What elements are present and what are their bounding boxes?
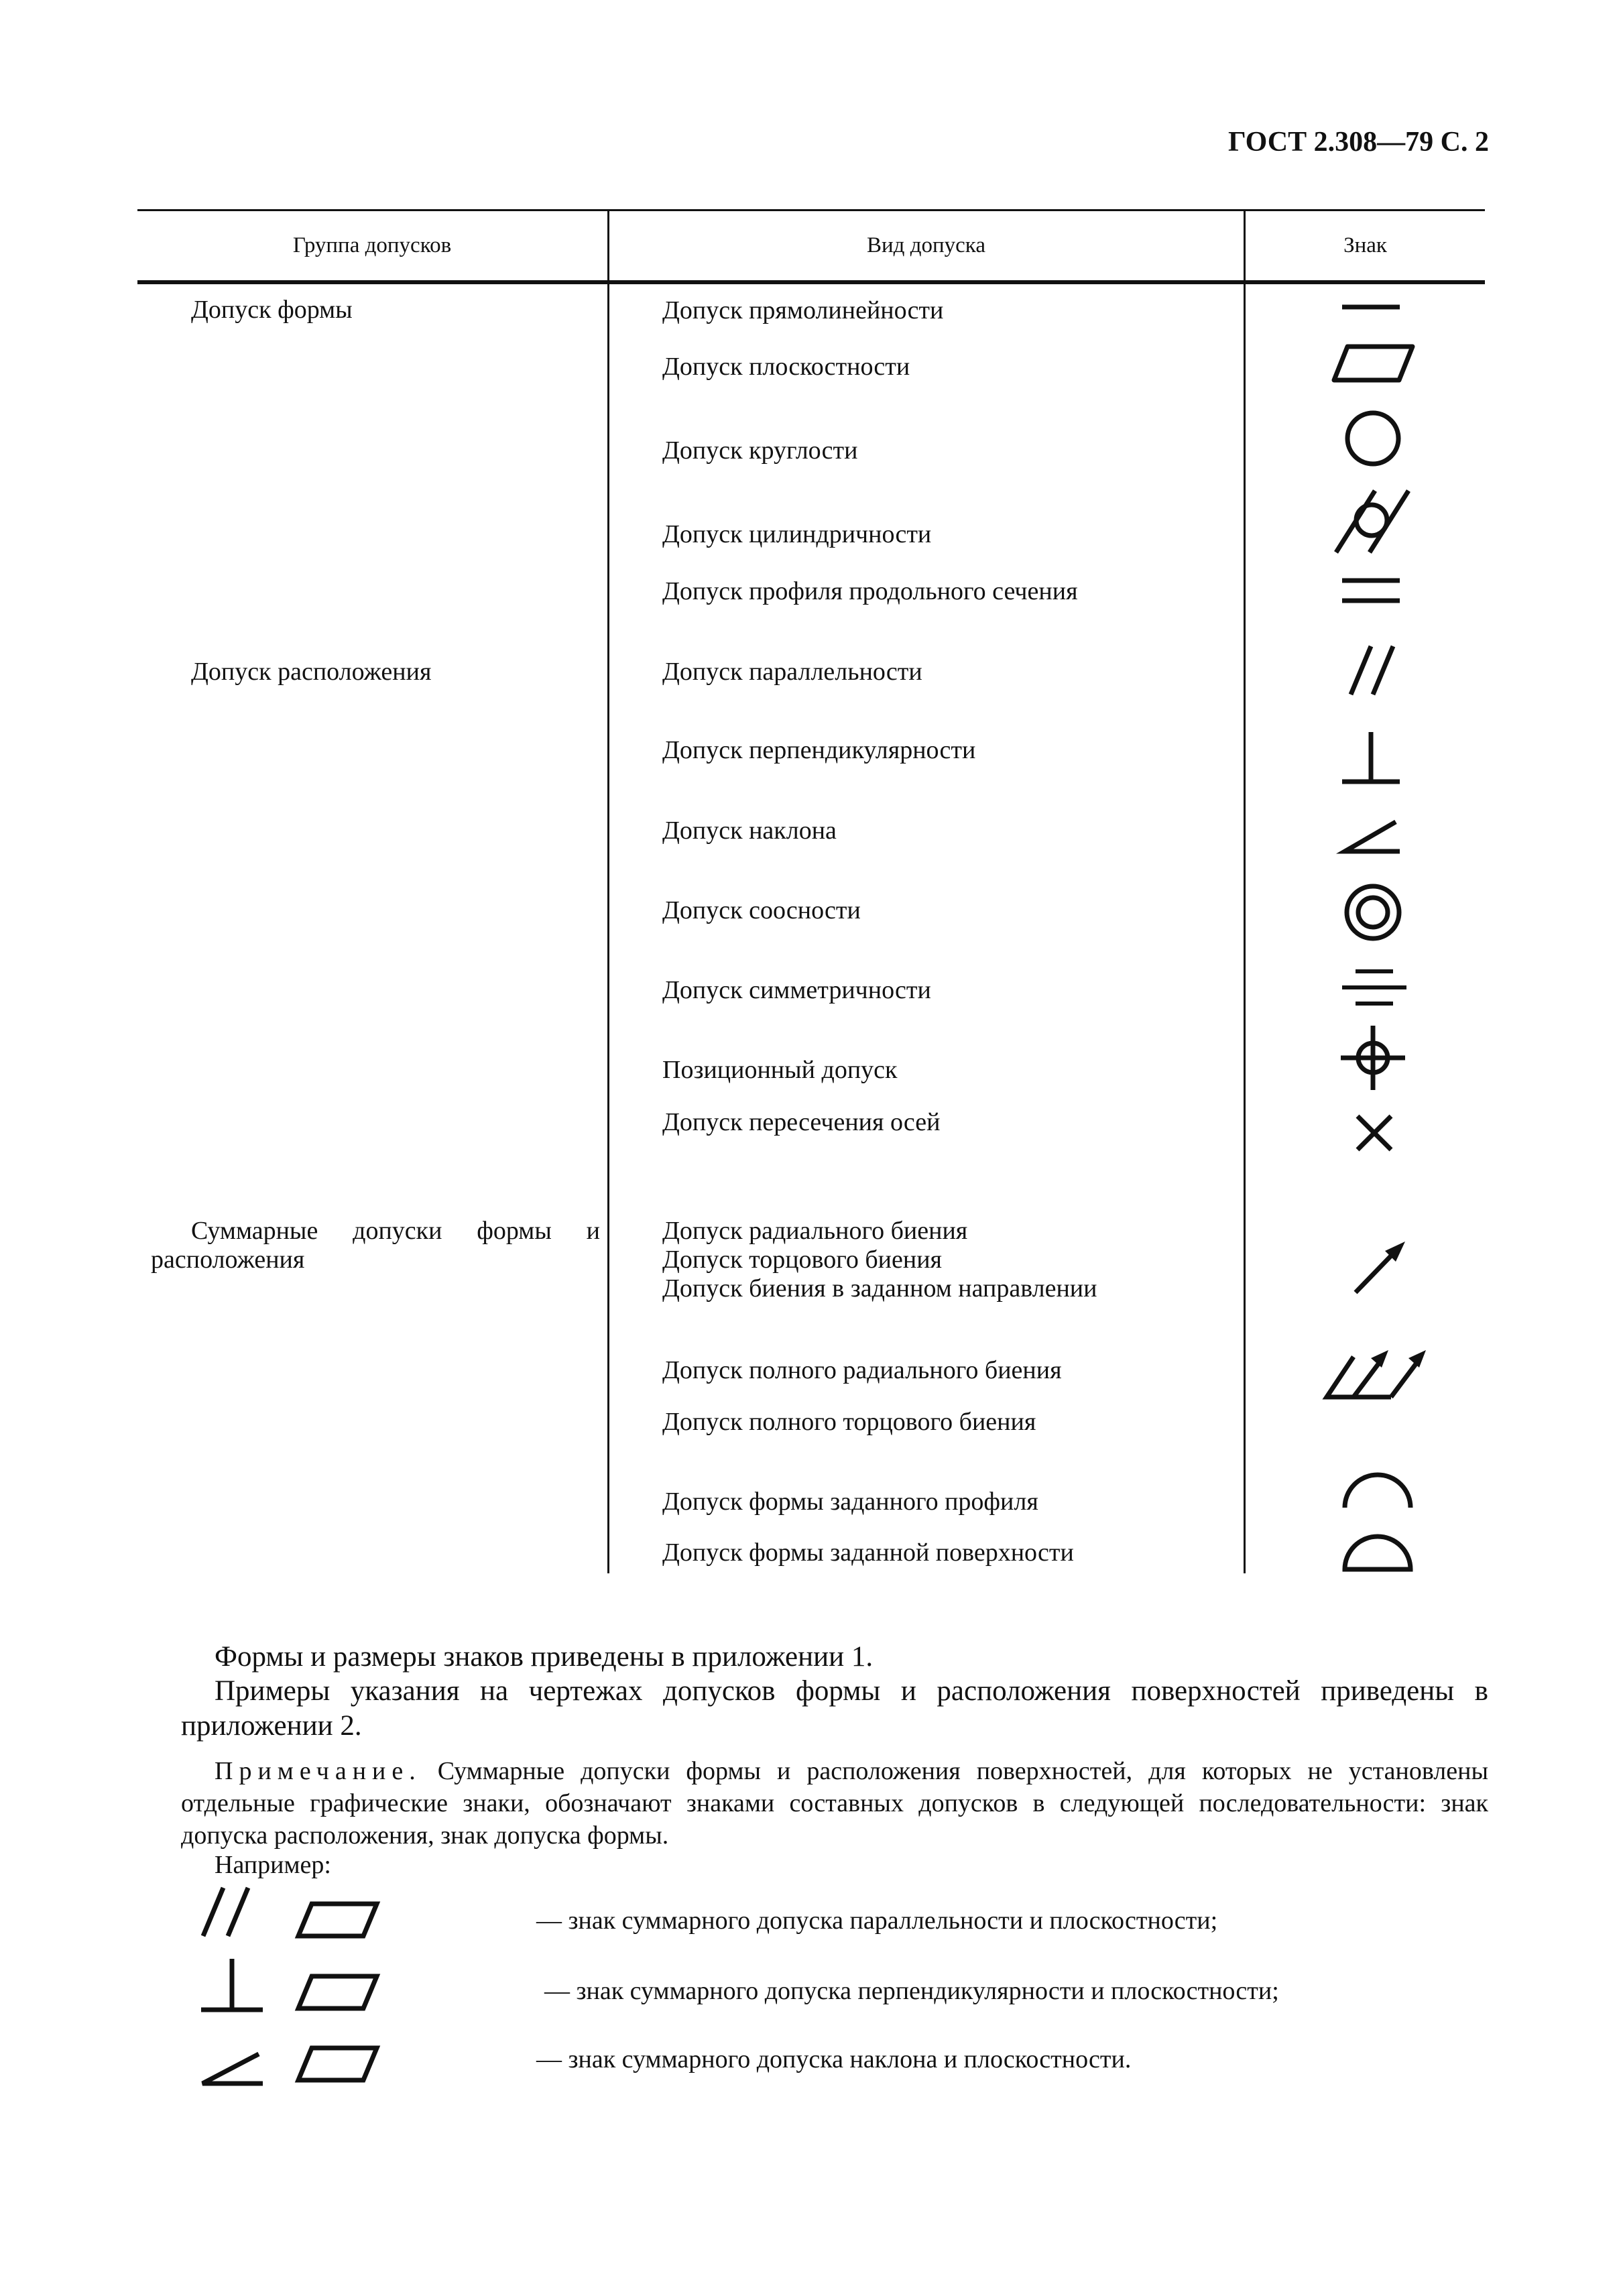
tolerance-kind: Допуск параллельности (662, 658, 922, 686)
table-divider-2 (1244, 209, 1246, 1573)
axis-intersection-icon (1354, 1113, 1394, 1153)
profile-line-icon (1341, 1470, 1415, 1510)
tolerance-kind: Позиционный допуск (662, 1056, 898, 1084)
symmetry-icon (1341, 967, 1408, 1008)
flatness-icon (1331, 343, 1418, 383)
tolerance-kind: Допуск симметричности (662, 976, 931, 1004)
runout-icon (1353, 1242, 1406, 1295)
flatness-icon (295, 2045, 382, 2083)
example-text: — знак суммарного допуска наклона и плоскостности. (536, 2045, 1132, 2073)
flatness-icon (295, 1900, 382, 1939)
column-header-group: Группа допусков (292, 233, 452, 257)
tolerance-kind: Допуск торцового биения (662, 1246, 943, 1274)
tolerance-kind: Допуск профиля продольного сечения (662, 577, 1078, 605)
table-top-rule (137, 209, 1485, 211)
parallelism-icon (1347, 644, 1401, 697)
cylindricity-icon (1333, 488, 1413, 555)
tolerance-kind: Допуск перпендикулярности (662, 736, 976, 764)
tolerance-kind: Допуск пересечения осей (662, 1108, 941, 1136)
profile-surface-icon (1341, 1532, 1415, 1573)
example-text: — знак суммарного допуска параллельности и плоскостности; (536, 1907, 1218, 1935)
note-block (181, 1755, 1488, 1852)
position-icon (1339, 1024, 1406, 1091)
tolerance-kind: Допуск цилиндричности (662, 520, 932, 548)
example-text: — знак суммарного допуска перпендикулярности и плоскостности; (544, 1977, 1279, 2005)
table-header-rule (137, 280, 1485, 284)
tolerance-kind: Допуск наклона (662, 817, 837, 845)
tolerance-kind: Допуск формы заданной поверхности (662, 1538, 1074, 1567)
tolerance-kind: Допуск биения в заданном направлении (662, 1274, 1097, 1303)
group-location: Допуск расположения (191, 658, 432, 686)
roundness-icon (1344, 410, 1402, 467)
flatness-icon (295, 1973, 382, 2012)
note-label: Примечание. (215, 1757, 422, 1785)
tolerance-kind: Допуск полного торцового биения (662, 1408, 1036, 1436)
group-combined-line2: расположения (151, 1246, 305, 1274)
group-form: Допуск формы (191, 296, 353, 324)
table-divider-1 (607, 209, 609, 1573)
tolerance-kind: Допуск формы заданного профиля (662, 1488, 1038, 1516)
paragraph-appendix-2: Примеры указания на чертежах допусков формы и расположения поверхностей приведены в приложении 2. (181, 1675, 1488, 1742)
column-header-kind: Вид допуска (867, 233, 985, 257)
tolerance-kind: Допуск радиального биения (662, 1217, 968, 1245)
note-text: Суммарные допуски формы и расположения поверхностей, для которых не установлены отдельные графические знаки, обозначают знаками составных допусков в следующей последовательности: знак допуска расположения, знак допуска формы. (181, 1757, 1488, 1850)
tolerance-kind: Допуск прямолинейности (662, 296, 944, 324)
example-label: Например: (215, 1851, 331, 1879)
group-combined-line1: Суммарные допуски формы и (191, 1217, 600, 1245)
straightness-icon (1341, 300, 1401, 314)
coaxiality-icon (1343, 882, 1403, 943)
tolerance-kind: Допуск плоскостности (662, 353, 910, 381)
page-header-title: ГОСТ 2.308—79 С. 2 (1227, 127, 1489, 158)
perpendicularity-icon (200, 1957, 264, 2014)
longitudinal-profile-icon (1341, 575, 1401, 606)
tolerance-kind: Допуск полного радиального биения (662, 1356, 1062, 1384)
column-header-sign: Знак (1343, 233, 1387, 257)
perpendicularity-icon (1341, 731, 1401, 786)
angularity-icon (1341, 819, 1401, 857)
total-runout-icon (1324, 1347, 1431, 1401)
angularity-icon (198, 2051, 265, 2089)
tolerance-kind: Допуск круглости (662, 436, 858, 465)
paragraph-appendix-1: Формы и размеры знаков приведены в приложении 1. (215, 1641, 874, 1673)
parallelism-icon (200, 1885, 260, 1939)
tolerance-kind: Допуск соосности (662, 896, 861, 924)
